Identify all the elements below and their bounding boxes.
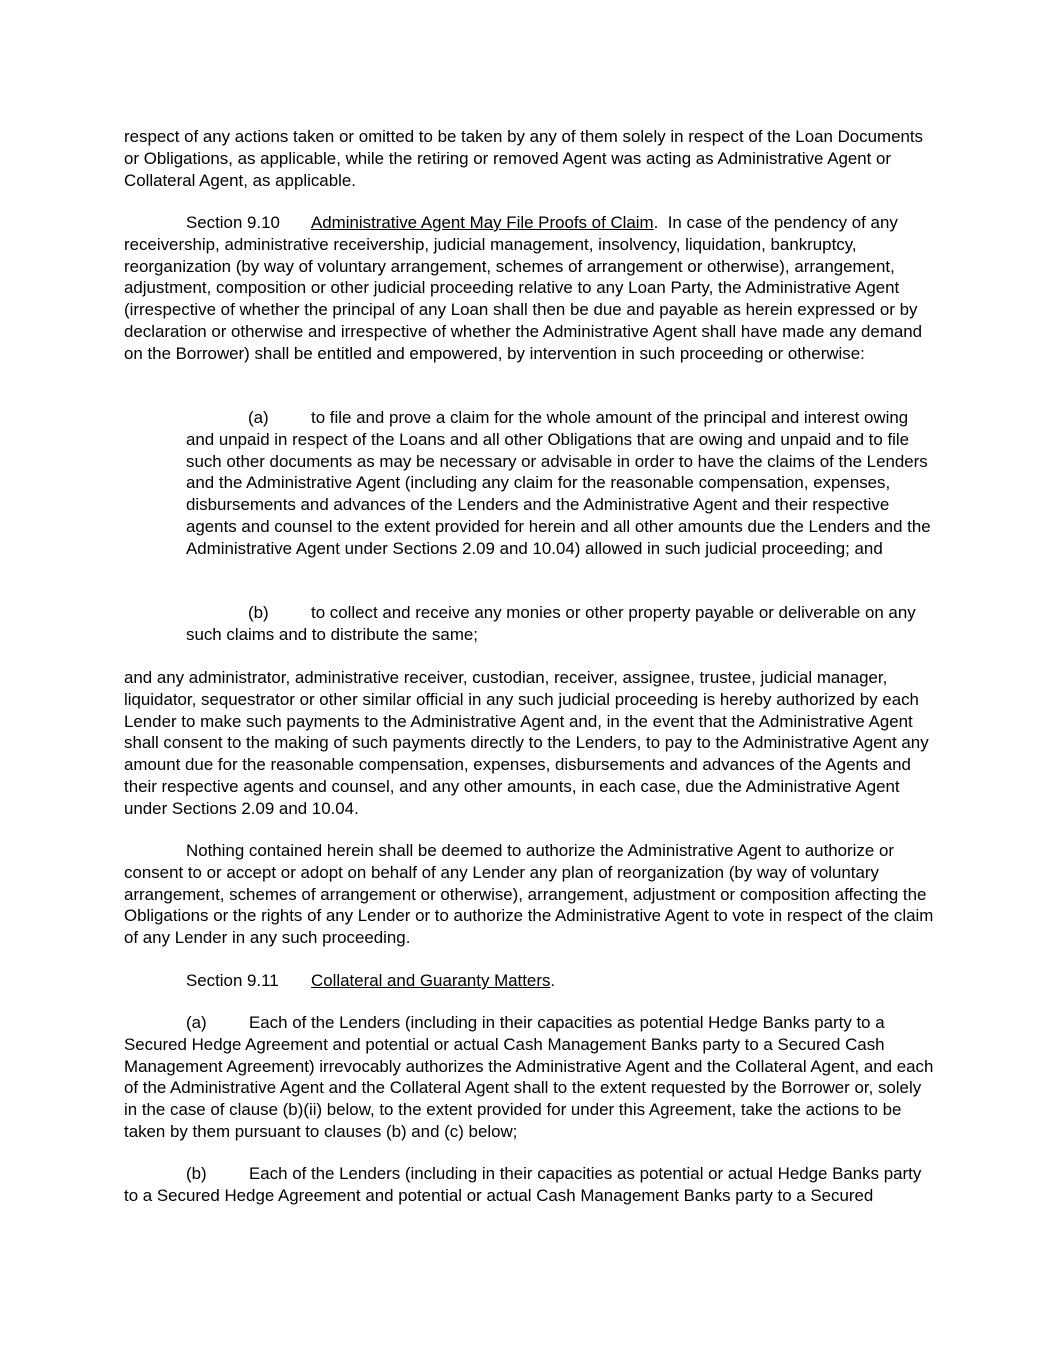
paragraph-text: Nothing contained herein shall be deemed to authorize the Administrative Agent to authorize or consent to or accept or adopt on behalf of any Lender any plan of reorganization (by way of voluntary arrangement, schemes of arrangement or otherwise), arrangement, adjustment or composition affecting the Obligations or the rights of any Lender or to authorize the Administrative Agent to vote in respect of the claim of any Lender in any such proceeding. <box>124 841 934 948</box>
clause-text: Each of the Lenders (including in their capacities as potential or actual Hedge Banks party to a Secured Hedge Agreement and potential or actual Cash Management Banks party to a Secured <box>124 1164 922 1205</box>
section-number: Section 9.10 <box>186 213 280 232</box>
section-9-11-clause-b <box>124 1163 936 1207</box>
section-9-11-clause-a <box>124 1012 936 1143</box>
paragraph-nothing-contained <box>124 840 936 949</box>
paragraph-continuation <box>124 126 936 191</box>
paragraph-text: respect of any actions taken or omitted to be taken by any of them solely in respect of the Loan Documents or Obligations, as applicable, while the retiring or removed Agent was acting as Administrative Agent or Collateral Agent, as applicable. <box>124 127 923 190</box>
clause-a <box>186 407 931 560</box>
section-title-period: . <box>653 213 659 232</box>
section-9-11 <box>124 970 936 992</box>
clause-label: (b) <box>248 603 269 622</box>
paragraph-text: and any administrator, administrative receiver, custodian, receiver, assignee, trustee, judicial manager, liquidator, sequestrator or other similar official in any such judicial proceeding is hereby authorized by each Lender to make such payments to the Administrative Agent and, in the event that the Administrative Agent shall consent to the making of such payments directly to the Lenders, to pay to the Administrative Agent any amount due for the reasonable compensation, expenses, disbursements and advances of the Agents and their respective agents and counsel, and any other amounts, in each case, due the Administrative Agent under Sections 2.09 and 10.04. <box>124 668 929 818</box>
clause-text: Each of the Lenders (including in their capacities as potential Hedge Banks party to a Secured Hedge Agreement and potential or actual Cash Management Banks party to a Secured Cash Management Agreement) irrevocably authorizes the Administrative Agent and the Collateral Agent, and each of the Administrative Agent and the Collateral Agent shall to the extent requested by the Borrower or, solely in the case of clause (b)(ii) below, to the extent provided for under this Agreement, take the actions to be taken by them pursuant to clauses (b) and (c) below; <box>124 1013 934 1141</box>
clause-label: (a) <box>248 408 269 427</box>
clause-text: to file and prove a claim for the whole amount of the principal and interest owing and unpaid in respect of the Loans and all other Obligations that are owing and unpaid and to file such other documents as may be necessary or advisable in order to have the claims of the Lenders and the Administrative Agent (including any claim for the reasonable compensation, expenses, disbursements and advances of the Lenders and the Administrative Agent and their respective agents and counsel to the extent provided for herein and all other amounts due the Lenders and the Administrative Agent under Sections 2.09 and 10.04) allowed in such judicial proceeding; and <box>186 408 931 558</box>
section-title: Collateral and Guaranty Matters <box>311 971 551 990</box>
clause-label: (a) <box>186 1013 207 1032</box>
paragraph-and-any-administrator <box>124 667 936 820</box>
clause-text: to collect and receive any monies or other property payable or deliverable on any such claims and to distribute the same; <box>186 603 916 644</box>
section-number: Section 9.11 <box>186 971 279 990</box>
clause-b <box>186 602 931 646</box>
section-title-period: . <box>550 971 556 990</box>
section-title: Administrative Agent May File Proofs of Claim <box>311 213 654 232</box>
section-9-10 <box>124 212 936 365</box>
section-body: In case of the pendency of any receivership, administrative receivership, judicial management, insolvency, liquidation, bankruptcy, reorganization (by way of voluntary arrangement, schemes of arrangement or otherwise), arrangement, adjustment, composition or other judicial proceeding relative to any Loan Party, the Administrative Agent (irrespective of whether the principal of any Loan shall then be due and payable as herein expressed or by declaration or otherwise and irrespective of whether the Administrative Agent shall have made any demand on the Borrower) shall be entitled and empowered, by intervention in such proceeding or otherwise: <box>124 213 927 363</box>
clause-label: (b) <box>186 1164 207 1183</box>
